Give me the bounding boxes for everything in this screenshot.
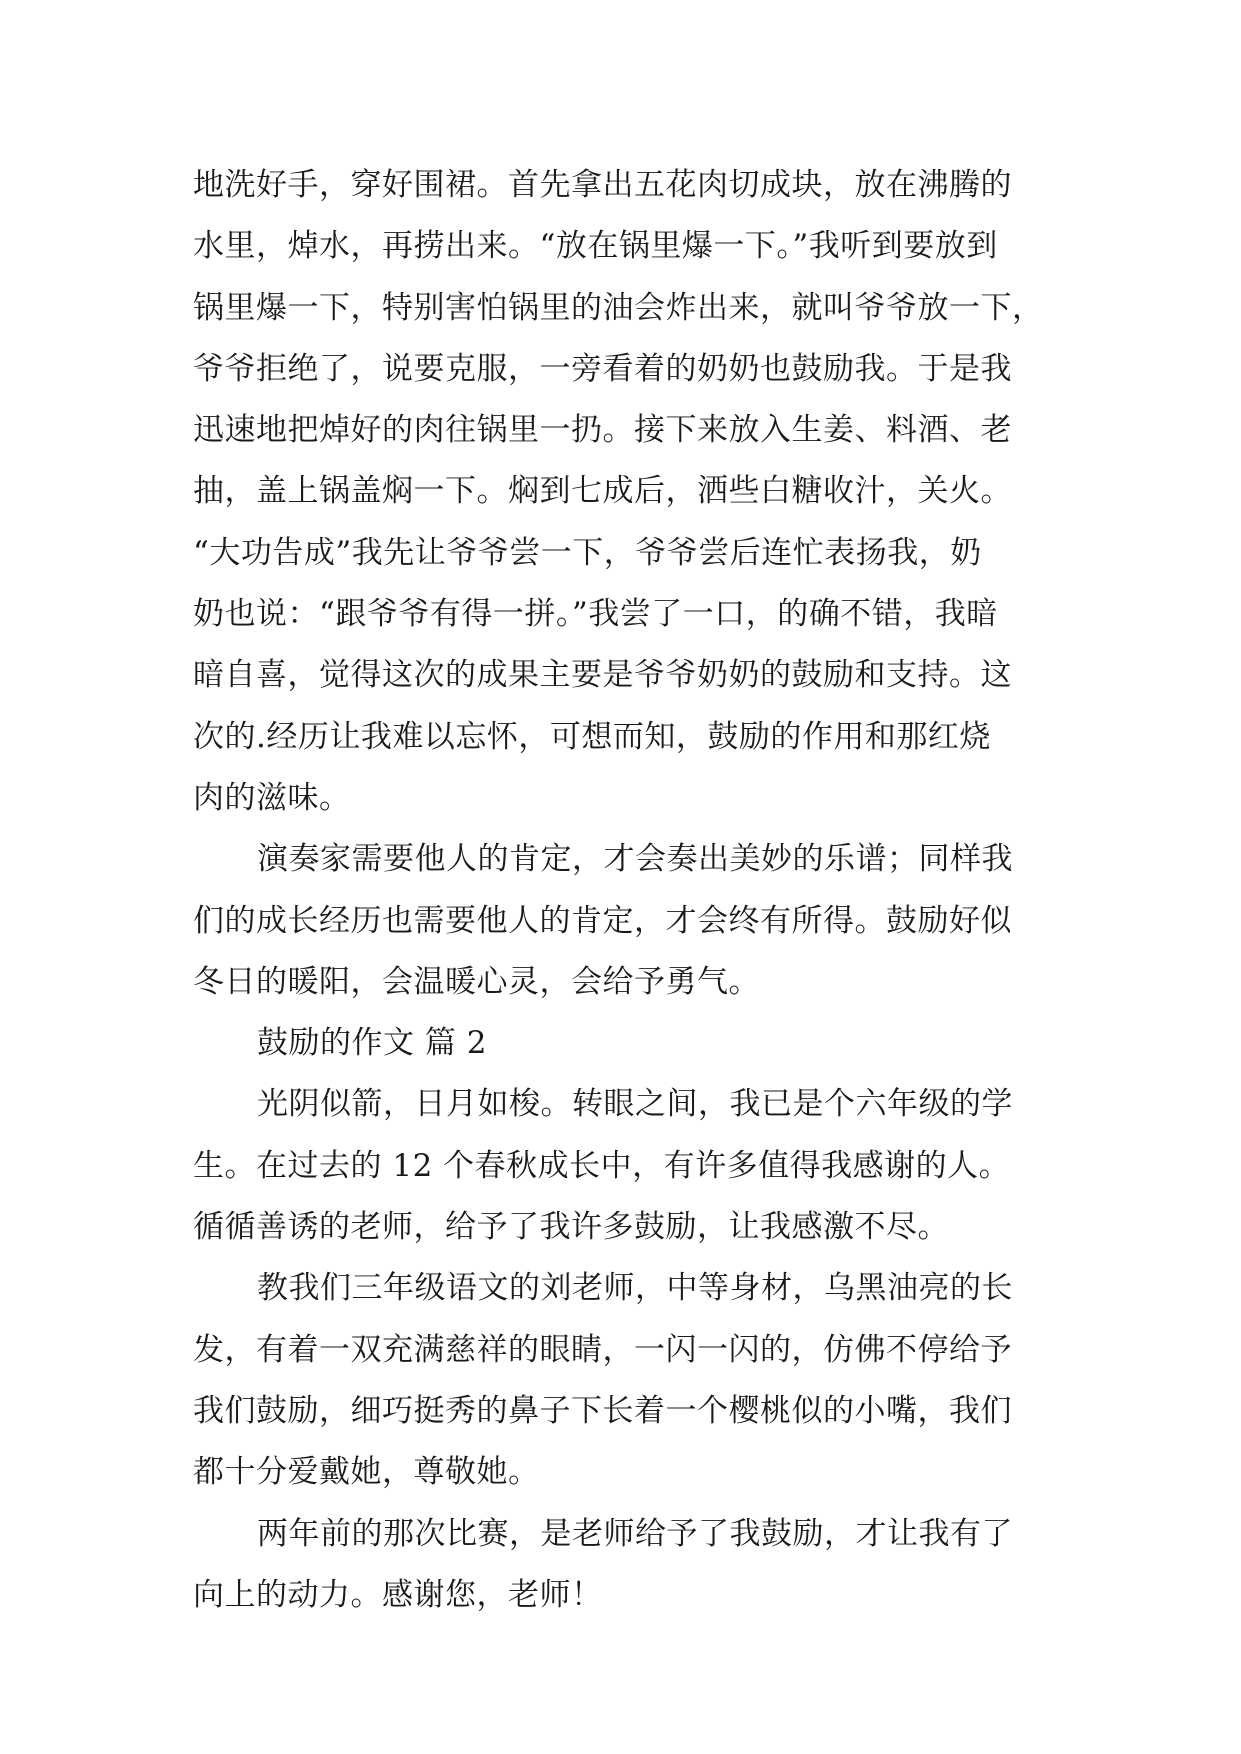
text-line: 地洗好手，穿好围裙。首先拿出五花肉切成块，放在沸腾的 — [193, 167, 1012, 203]
text-line: 光阴似箭，日月如梭。转眼之间，我已是个六年级的学 — [257, 1086, 1013, 1123]
text-line: 抽，盖上锅盖焖一下。焖到七成后，洒些白糖收汁，关火。 — [193, 473, 1012, 510]
text-line: 鼓励的作文 篇 2 — [257, 1025, 487, 1062]
text-line: 肉的滋味。 — [193, 779, 351, 816]
text-line: 们的成长经历也需要他人的肯定，才会终有所得。鼓励好似 — [193, 902, 1012, 939]
text-line: 冬日的暖阳，会温暖心灵，会给予勇气。 — [193, 963, 760, 1000]
text-line: 教我们三年级语文的刘老师，中等身材，乌黑油亮的长 — [257, 1270, 1013, 1307]
text-line: 生。在过去的 12 个春秋成长中，有许多值得我感谢的人。 — [193, 1147, 1011, 1184]
text-line: 锅里爆一下，特别害怕锅里的油会炸出来，就叫爷爷放一下， — [193, 289, 1044, 326]
text-line: 暗自喜，觉得这次的成果主要是爷爷奶奶的鼓励和支持。这 — [193, 657, 1012, 694]
text-line: 爷爷拒绝了，说要克服，一旁看着的奶奶也鼓励我。于是我 — [193, 350, 1012, 387]
text-line: 迅速地把焯好的肉往锅里一扔。接下来放入生姜、料酒、老 — [193, 412, 1012, 449]
text-line: 水里，焯水，再捞出来。“放在锅里爆一下。”我听到要放到 — [193, 228, 998, 265]
text-line: 演奏家需要他人的肯定，才会奏出美妙的乐谱；同样我 — [257, 841, 1013, 878]
text-line: 循循善诱的老师，给予了我许多鼓励，让我感激不尽。 — [193, 1209, 949, 1246]
text-line: 向上的动力。感谢您，老师！ — [193, 1576, 603, 1613]
text-line: 奶也说：“跟爷爷有得一拼。”我尝了一口，的确不错，我暗 — [193, 596, 998, 633]
text-line: 我们鼓励，细巧挺秀的鼻子下长着一个樱桃似的小嘴，我们 — [193, 1392, 1012, 1429]
text-line: 发，有着一双充满慈祥的眼睛，一闪一闪的，仿佛不停给予 — [193, 1331, 1012, 1368]
text-line: “大功告成”我先让爷爷尝一下，爷爷尝后连忙表扬我，奶 — [193, 534, 982, 571]
text-line: 次的.经历让我难以忘怀，可想而知，鼓励的作用和那红烧 — [193, 718, 991, 755]
text-line: 都十分爱戴她，尊敬她。 — [193, 1454, 540, 1491]
text-line: 两年前的那次比赛，是老师给予了我鼓励，才让我有了 — [257, 1515, 1013, 1552]
document-body — [193, 155, 1053, 1626]
